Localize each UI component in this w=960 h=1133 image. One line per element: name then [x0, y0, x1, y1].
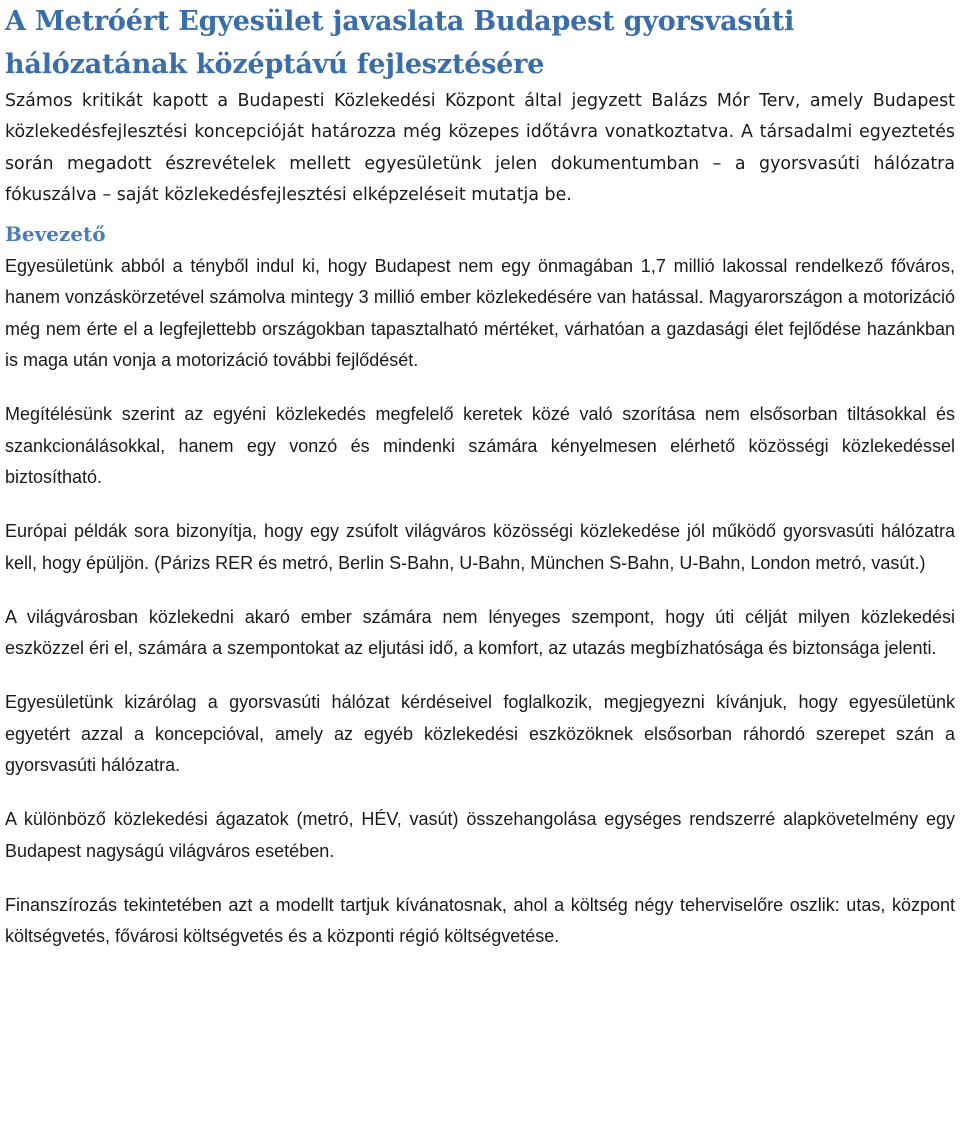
- section-heading: Bevezető: [5, 222, 106, 247]
- document-title: A Metróért Egyesület javaslata Budapest gyorsvasúti hálózatának középtávú fejlesztésére: [5, 6, 795, 80]
- body-paragraph: Megítélésünk szerint az egyéni közlekedés megfelelő keretek közé való szorítása nem elsősorban tiltásokkal és szankcionálásokkal, hanem egy vonzó és mindenki számára kényelmesen elérhető közösségi közlekedéssel biztosítható.: [5, 404, 955, 487]
- body-paragraph: Finanszírozás tekintetében azt a modellt tartjuk kívánatosnak, ahol a költség négy teherviselőre oszlik: utas, központ költségvetés, fővárosi költségvetés és a központi régió költségvetése.: [5, 894, 955, 947]
- intro-paragraph: Számos kritikát kapott a Budapesti Közlekedési Központ által jegyzett Balázs Mór Terv, amely Budapest közlekedésfejlesztési koncepcióját határozza még közepes időtávra vonatkoztatva. A társadalmi egyeztetés során megadott észrevételek mellett egyesületünk jelen dokumentumban – a gyorsvasúti hálózatra fókuszálva – saját közlekedésfejlesztési elképzeléseit mutatja be.: [5, 91, 955, 205]
- body-paragraph: A világvárosban közlekedni akaró ember számára nem lényeges szempont, hogy úti célját milyen közlekedési eszközzel éri el, számára a szempontokat az eljutási idő, a komfort, az utazás megbízhatósága és biztonsága jelenti.: [5, 606, 955, 659]
- body-paragraph: Egyesületünk kizárólag a gyorsvasúti hálózat kérdéseivel foglalkozik, megjegyezni kívánjuk, hogy egyesületünk egyetért azzal a koncepcióval, amely az egyéb közlekedési eszközöknek elsősorban ráhordó szerepet szán a gyorsvasúti hálózatra.: [5, 692, 955, 776]
- body-paragraph: Európai példák sora bizonyítja, hogy egy zsúfolt világváros közösségi közlekedése jól működő gyorsvasúti hálózatra kell, hogy épüljön. (Párizs RER és metró, Berlin S-Bahn, U-Bahn, München S-Bahn, U-Bahn, London metró, vasút.): [5, 521, 955, 573]
- body-paragraph: Egyesületünk abból a tényből indul ki, hogy Budapest nem egy önmagában 1,7 millió lakossal rendelkező főváros, hanem vonzáskörzetével számolva mintegy 3 millió ember közlekedésére van hatással. Magyarországon a motorizáció még nem érte el a legfejlettebb országokban tapasztalható mértéket, várhatóan a gazdasági élet fejlődése hazánkban is maga után vonja a motorizáció további fejlődését.: [5, 256, 955, 371]
- document-page: [5, 0, 955, 953]
- body-paragraph: A különböző közlekedési ágazatok (metró, HÉV, vasút) összehangolása egységes rendszerré alapkövetelmény egy Budapest nagyságú világváros esetében.: [5, 809, 955, 861]
